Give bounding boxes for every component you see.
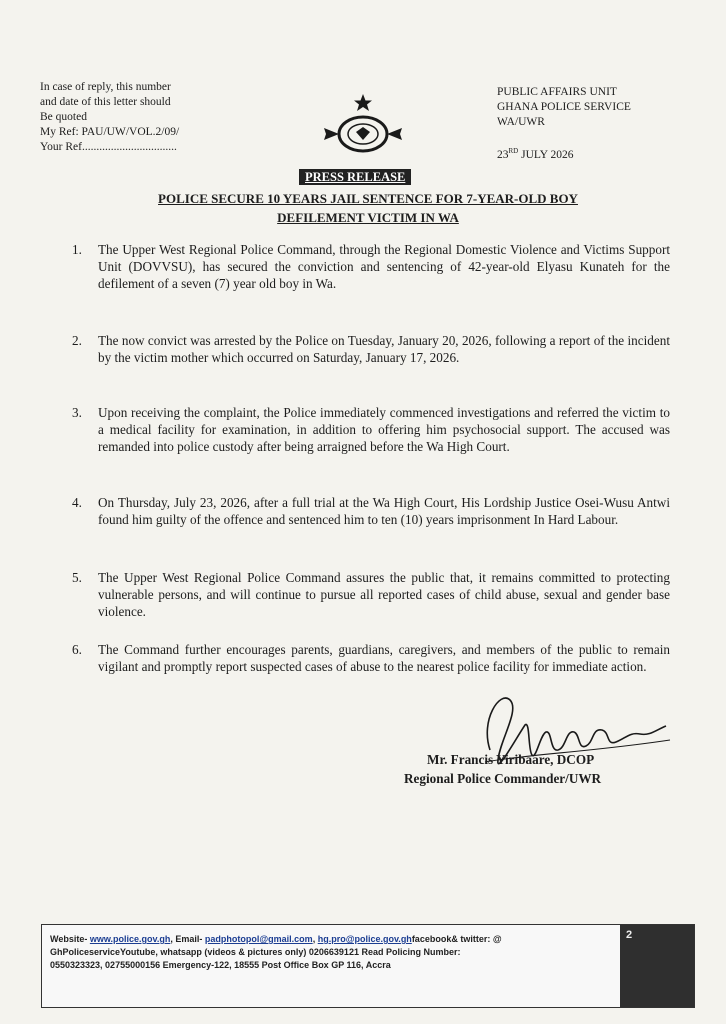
footer-line: 0550323323, 02755000156 Emergency-122, 18555 Post Office Box GP 116, Accra (50, 960, 391, 970)
email-link[interactable]: hg.pro@police.gov.gh (317, 934, 412, 944)
paragraph-text: The Upper West Regional Police Command assures the public that, it remains committed to protecting vulnerable persons, and will continue to pursue all reported cases of child abuse, sexual and gender base violence. (98, 570, 670, 619)
headline-line: POLICE SECURE 10 YEARS JAIL SENTENCE FOR 7-YEAR-OLD BOY (158, 191, 578, 206)
unit-name: PUBLIC AFFAIRS UNIT (497, 86, 617, 98)
contact-footer (41, 924, 695, 1008)
email-label: , Email- (170, 934, 203, 944)
website-link[interactable]: www.police.gov.gh (89, 934, 171, 944)
page-number: 2 (626, 929, 633, 941)
reply-note-line: In case of reply, this number (40, 81, 171, 93)
headline (60, 189, 676, 227)
social-label: facebook& twitter: @ (411, 934, 502, 944)
signatory-title: Regional Police Commander/UWR (404, 771, 602, 786)
headline-line: DEFILEMENT VICTIM IN WA (277, 210, 459, 225)
footer-line: GhPoliceserviceYoutube, whatsapp (videos & pictures only) 0206639121 Read Policing Number: (50, 947, 461, 957)
paragraph-text: On Thursday, July 23, 2026, after a full trial at the Wa High Court, His Lordship Justice Osei-Wusu Antwi found him guilty of the offence and sentenced him to ten (10) years imprisonment In Hard Labour. (98, 495, 670, 527)
date-day: 23 (497, 148, 509, 161)
date-ordinal: RD (508, 147, 519, 155)
issuing-unit (497, 85, 631, 130)
paragraph-number: 4. (72, 495, 82, 510)
reply-note-line: and date of this letter should (40, 96, 171, 108)
paragraph-text: Upon receiving the complaint, the Police immediately commenced investigations and referred the victim to a medical facility for examination, in addition to offering him psychosocial support. The accused was remanded into police custody after being arraigned before the Wa High Court. (98, 405, 670, 454)
email-link[interactable]: padphotopol@gmail.com (204, 934, 313, 944)
paragraph-text: The Command further encourages parents, guardians, caregivers, and members of the public to remain vigilant and promptly report suspected cases of abuse to the nearest police facility for immediate action. (98, 642, 670, 674)
footer-line: Website- www.police.gov.gh, Email- padphotopol@gmail.com, hg.pro@police.gov.ghfacebook& twitter: @ (50, 934, 502, 944)
footer-contact-text (50, 933, 610, 972)
paragraph-number: 1. (72, 242, 82, 257)
your-reference: Your Ref................................. (40, 141, 177, 153)
service-name: GHANA POLICE SERVICE (497, 101, 631, 113)
unit-location: WA/UWR (497, 116, 545, 128)
reply-note-line: Be quoted (40, 111, 87, 123)
paragraph-text: The Upper West Regional Police Command, through the Regional Domestic Violence and Victims Support Unit (DOVVSU), has secured the conviction and sentencing of 42-year-old Elyasu Kunateh for the defilement of a seven (7) year old boy in Wa. (98, 242, 670, 291)
paragraph-number: 5. (72, 570, 82, 585)
paragraph-number: 3. (72, 405, 82, 420)
reply-reference-note (40, 80, 250, 155)
date-month-year: JULY 2026 (518, 148, 574, 161)
paragraph-number: 2. (72, 333, 82, 348)
paragraph-number: 6. (72, 642, 82, 657)
website-label: Website- (50, 934, 88, 944)
letter-date (497, 147, 574, 161)
paragraph-text: The now convict was arrested by the Police on Tuesday, January 20, 2026, following a report of the incident by the victim mother which occurred on Saturday, January 17, 2026. (98, 333, 670, 365)
signatory-name: Mr. Francis Yiribaare, DCOP (427, 752, 595, 767)
my-reference: My Ref: PAU/UW/VOL.2/09/ (40, 126, 180, 138)
page-number-box (620, 925, 694, 1007)
press-release-label: PRESS RELEASE (299, 169, 411, 185)
ghana-police-crest-icon (318, 94, 408, 156)
